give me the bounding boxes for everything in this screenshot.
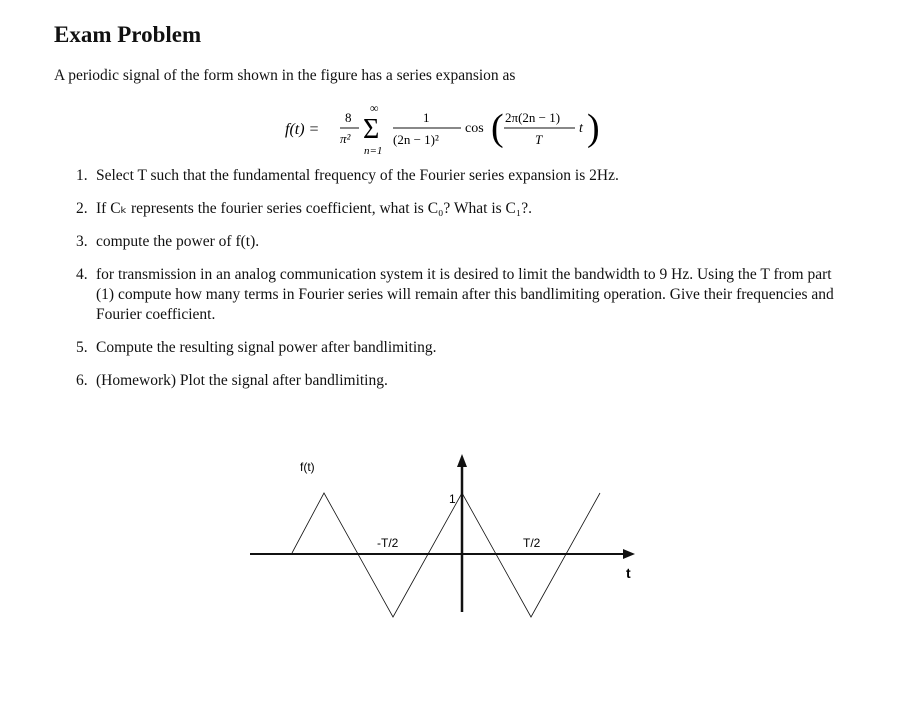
ylabel-f-t: f(t) — [300, 460, 315, 474]
pos-half-period-label: T/2 — [523, 536, 541, 550]
question-text: for transmission in an analog communication system it is desired to limit the bandwidth to 9 Hz. Using the T from part (1) compute how many terms in Fourier series will remain after this bandlimiting operation. Give their frequencies and Fourier coefficient. — [96, 266, 834, 323]
x-axis-label: t — [626, 565, 631, 581]
formula-frac-num: 1 — [423, 110, 430, 125]
question-number: 4. — [76, 266, 88, 283]
question-number: 6. — [76, 372, 88, 389]
formula-coef-num: 8 — [345, 110, 352, 125]
formula-arg-num: 2π(2n − 1) — [505, 110, 561, 125]
x-axis-arrow — [623, 549, 635, 559]
formula-sum-bottom: n=1 — [364, 145, 383, 157]
question-text: If Cₖ represents the fourier series coefficient, what is C₀? What is C₁?. — [96, 200, 533, 217]
question-number: 1. — [76, 167, 88, 184]
formula-cos: cos — [465, 121, 484, 136]
formula-sum-top: ∞ — [370, 102, 379, 115]
formula-lhs: f(t) = — [285, 121, 320, 138]
question-list — [70, 166, 850, 404]
question-item — [70, 232, 850, 252]
series-formula — [285, 102, 625, 158]
question-text: Select T such that the fundamental frequency of the Fourier series expansion is 2Hz. — [96, 167, 619, 184]
formula-frac-den: (2n − 1)² — [393, 132, 439, 147]
question-item — [70, 265, 850, 325]
question-item — [70, 371, 850, 391]
neg-half-period-label: -T/2 — [377, 536, 399, 550]
y-axis-arrow — [457, 454, 467, 467]
question-text: compute the power of f(t). — [96, 233, 260, 250]
page-title: Exam Problem — [54, 22, 202, 47]
formula-coef-den: π² — [340, 131, 351, 146]
formula-right-paren: ) — [587, 107, 600, 149]
question-number: 3. — [76, 233, 88, 250]
formula-sum-symbol: Σ — [363, 114, 380, 145]
question-text: Compute the resulting signal power after bandlimiting. — [96, 339, 437, 356]
question-item — [70, 166, 850, 186]
question-text: (Homework) Plot the signal after bandlimiting. — [96, 372, 388, 389]
question-number: 5. — [76, 339, 88, 356]
question-item — [70, 338, 850, 358]
signal-figure — [245, 450, 645, 630]
peak-label: 1 — [449, 492, 456, 506]
formula-left-paren: ( — [491, 107, 504, 149]
question-number: 2. — [76, 200, 88, 217]
formula-arg-var: t — [579, 121, 583, 136]
intro-text: A periodic signal of the form shown in the figure has a series expansion as — [54, 67, 516, 84]
question-item — [70, 199, 850, 219]
formula-arg-den: T — [535, 132, 543, 147]
